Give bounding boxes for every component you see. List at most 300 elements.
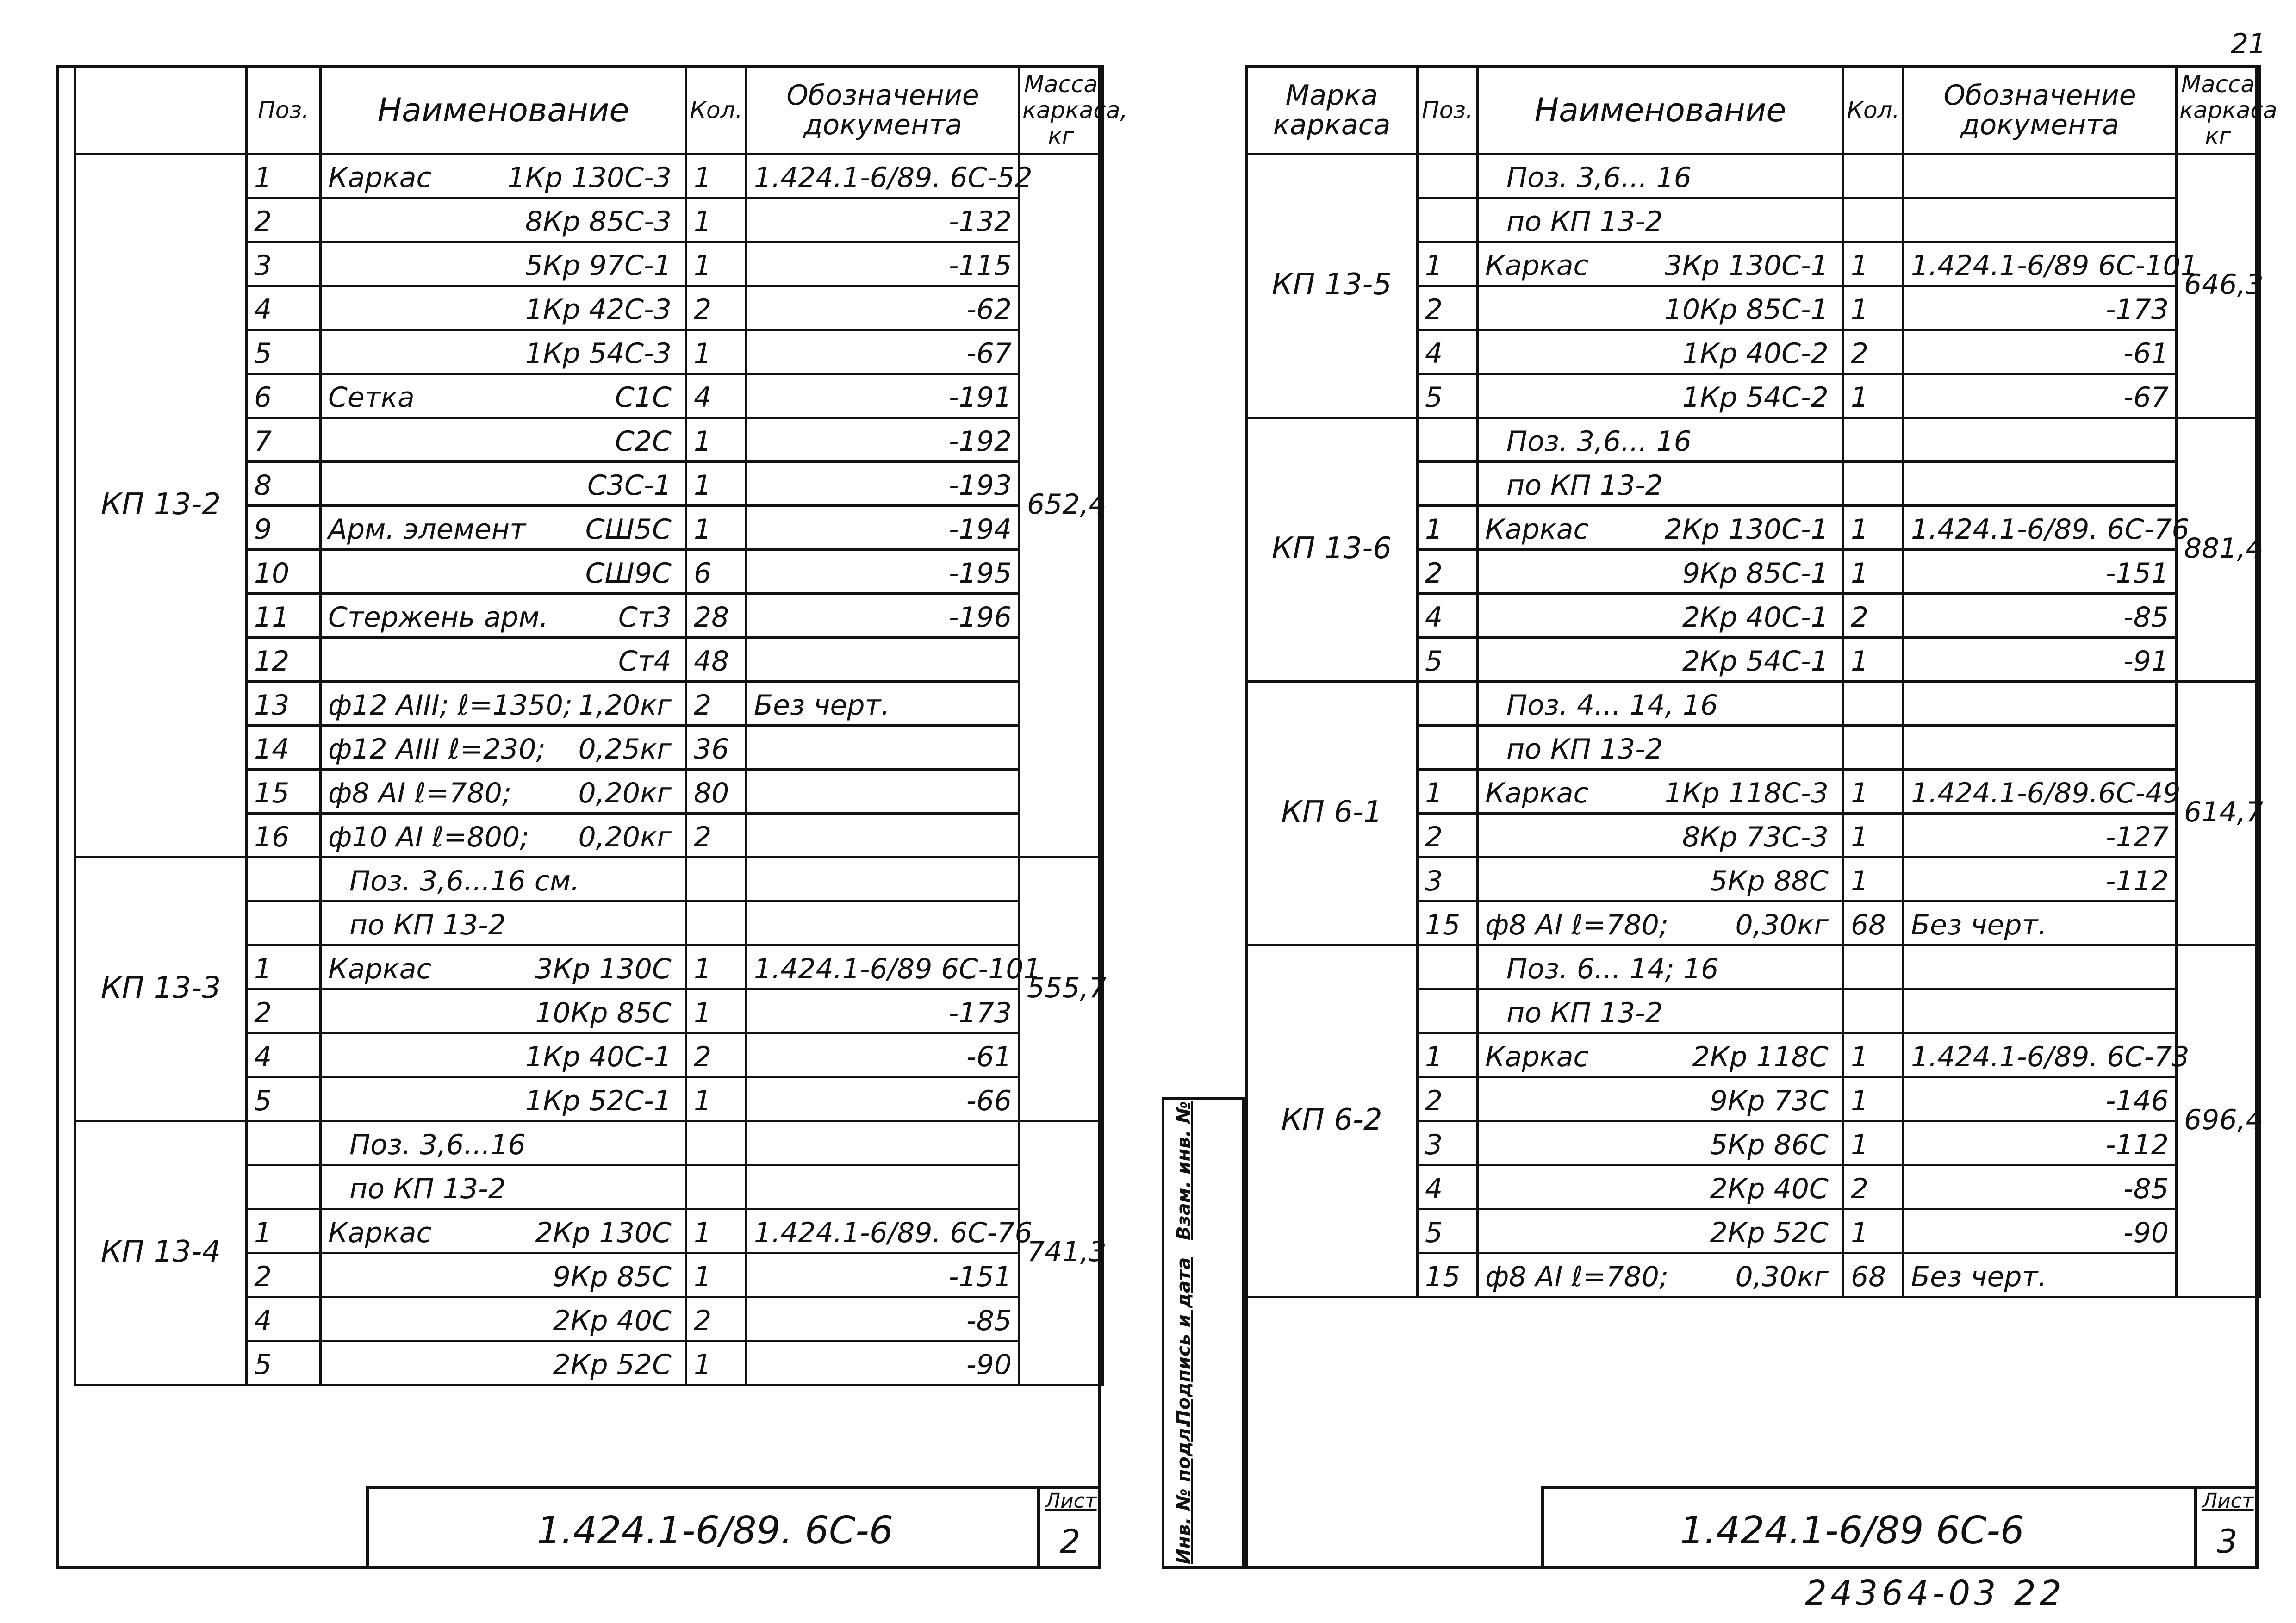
- quantity-cell: [1843, 989, 1904, 1033]
- right-header-qty: Кол.: [1843, 66, 1904, 154]
- note-text: по КП 13-2: [1478, 726, 1843, 770]
- position-cell: 2: [247, 989, 321, 1033]
- document-cell: -61: [1904, 330, 2177, 374]
- position-cell: 1: [1418, 242, 1478, 286]
- name-part-b: С2С: [615, 425, 672, 458]
- right-sheet-label: Лист: [2202, 1489, 2254, 1513]
- note-text: по КП 13-2: [1478, 198, 1843, 242]
- quantity-cell: [686, 1165, 747, 1209]
- name-part-b: 1Кр 52С-1: [525, 1085, 672, 1117]
- right-header-pos: Поз.: [1418, 66, 1478, 154]
- document-cell: 1.424.1-6/89. 6С-52: [747, 154, 1020, 198]
- document-cell: -115: [747, 242, 1020, 286]
- quantity-cell: 1: [1843, 286, 1904, 330]
- name-part-a: ф12 AIII; ℓ=1350;: [328, 689, 573, 721]
- left-header-pos: Поз.: [247, 66, 321, 154]
- name-cell: [1478, 286, 1843, 330]
- table-row: [75, 154, 1103, 198]
- frame-mark: КП 13-5: [1246, 154, 1418, 418]
- left-sheet-number: 2: [1060, 1523, 1081, 1561]
- position-cell: 2: [247, 198, 321, 242]
- name-cell: [1478, 1121, 1843, 1165]
- left-header-mass: Масса каркаса, кг: [1020, 66, 1103, 154]
- quantity-cell: 2: [686, 286, 747, 330]
- document-cell: Без черт.: [1904, 902, 2177, 945]
- quantity-cell: 6: [686, 550, 747, 594]
- quantity-cell: [1843, 945, 1904, 989]
- document-cell: -112: [1904, 1121, 2177, 1165]
- document-cell: 1.424.1-6/89. 6С-76: [1904, 506, 2177, 550]
- name-part-b: 2Кр 52С: [1710, 1217, 1829, 1249]
- right-header-doc: Обозначение документа: [1904, 66, 2177, 154]
- position-cell: 3: [1418, 858, 1478, 902]
- left-header-name: Наименование: [321, 66, 686, 154]
- note-row: [1246, 945, 2260, 989]
- document-cell: 1.424.1-6/89 6С-101: [1904, 242, 2177, 286]
- name-cell: [1478, 506, 1843, 550]
- quantity-cell: 1: [686, 1209, 747, 1253]
- name-part-a: Каркас: [328, 1217, 432, 1249]
- document-cell: Без черт.: [1904, 1253, 2177, 1297]
- name-part-b: 1Кр 42С-3: [525, 293, 672, 326]
- name-cell: [321, 506, 686, 550]
- document-cell: [747, 1165, 1020, 1209]
- note-text: Поз. 3,6... 16: [1478, 418, 1843, 462]
- position-cell: [1418, 462, 1478, 506]
- left-header-qty: Кол.: [686, 66, 747, 154]
- name-part-a: Каркас: [1485, 1041, 1589, 1073]
- quantity-cell: 1: [1843, 638, 1904, 682]
- quantity-cell: 2: [1843, 330, 1904, 374]
- document-cell: 1.424.1-6/89.6С-49: [1904, 770, 2177, 814]
- document-cell: [1904, 198, 2177, 242]
- name-cell: [1478, 594, 1843, 638]
- document-cell: -62: [747, 286, 1020, 330]
- name-cell: [1478, 770, 1843, 814]
- quantity-cell: 1: [686, 330, 747, 374]
- name-part-b: С1С: [615, 381, 672, 414]
- left-sheet-label: Лист: [1045, 1489, 1097, 1513]
- quantity-cell: 1: [686, 506, 747, 550]
- name-part-a: ф12 AIII ℓ=230;: [328, 733, 546, 765]
- quantity-cell: 1: [686, 945, 747, 989]
- position-cell: 4: [247, 1033, 321, 1077]
- quantity-cell: 80: [686, 770, 747, 814]
- position-cell: 5: [247, 1077, 321, 1121]
- name-part-a: ф8 AI ℓ=780;: [328, 777, 512, 809]
- name-cell: [321, 814, 686, 858]
- name-cell: [321, 550, 686, 594]
- name-cell: [1478, 330, 1843, 374]
- note-text: по КП 13-2: [321, 902, 686, 945]
- name-part-b: Ст3: [618, 601, 672, 634]
- name-part-b: 0,25кг: [578, 733, 672, 765]
- footer-code: 24364-03 22: [1805, 1573, 2065, 1613]
- name-cell: [1478, 242, 1843, 286]
- quantity-cell: 1: [686, 1077, 747, 1121]
- name-cell: [321, 594, 686, 638]
- name-cell: [1478, 550, 1843, 594]
- document-cell: [747, 638, 1020, 682]
- note-row: [75, 858, 1103, 902]
- document-cell: -195: [747, 550, 1020, 594]
- document-cell: [1904, 989, 2177, 1033]
- quantity-cell: [686, 902, 747, 945]
- position-cell: 15: [1418, 1253, 1478, 1297]
- position-cell: 4: [247, 1297, 321, 1341]
- document-cell: Без черт.: [747, 682, 1020, 726]
- position-cell: 7: [247, 418, 321, 462]
- name-part-b: СШ5С: [585, 513, 672, 546]
- document-cell: -85: [747, 1297, 1020, 1341]
- position-cell: 1: [247, 945, 321, 989]
- name-part-b: С3С-1: [587, 469, 672, 502]
- name-cell: [321, 638, 686, 682]
- name-part-b: 5Кр 86С: [1710, 1129, 1829, 1161]
- right-header-mass: Масса каркаса кг: [2177, 66, 2260, 154]
- note-text: по КП 13-2: [321, 1165, 686, 1209]
- quantity-cell: [1843, 154, 1904, 198]
- position-cell: [1418, 198, 1478, 242]
- note-text: Поз. 3,6...16 см.: [321, 858, 686, 902]
- name-part-b: Ст4: [618, 645, 672, 678]
- document-cell: -193: [747, 462, 1020, 506]
- right-sheet-number: 3: [2217, 1523, 2238, 1561]
- position-cell: 2: [1418, 814, 1478, 858]
- quantity-cell: 36: [686, 726, 747, 770]
- name-part-b: 1Кр 118С-3: [1664, 777, 1829, 809]
- name-part-a: Сетка: [328, 381, 415, 414]
- name-part-b: 2Кр 130С: [535, 1217, 672, 1249]
- name-cell: [321, 770, 686, 814]
- name-part-b: 1Кр 40С-2: [1682, 337, 1829, 370]
- name-cell: [1478, 638, 1843, 682]
- quantity-cell: 28: [686, 594, 747, 638]
- name-cell: [321, 286, 686, 330]
- position-cell: 14: [247, 726, 321, 770]
- name-part-b: 2Кр 40С: [1710, 1173, 1829, 1205]
- name-part-b: 1,20кг: [578, 689, 672, 721]
- quantity-cell: [1843, 418, 1904, 462]
- name-part-b: 2Кр 118С: [1692, 1041, 1829, 1073]
- name-cell: [321, 198, 686, 242]
- quantity-cell: 1: [1843, 770, 1904, 814]
- position-cell: 5: [1418, 1209, 1478, 1253]
- quantity-cell: 1: [686, 989, 747, 1033]
- position-cell: [1418, 989, 1478, 1033]
- quantity-cell: 1: [686, 154, 747, 198]
- position-cell: 5: [1418, 638, 1478, 682]
- frame-mark: КП 6-1: [1246, 682, 1418, 945]
- document-cell: -196: [747, 594, 1020, 638]
- quantity-cell: [686, 1121, 747, 1165]
- name-part-a: Стержень арм.: [328, 601, 548, 634]
- quantity-cell: 2: [1843, 594, 1904, 638]
- right-header-mark: Марка каркаса: [1246, 66, 1418, 154]
- right-header-name: Наименование: [1478, 66, 1843, 154]
- quantity-cell: 1: [686, 1253, 747, 1297]
- name-part-b: 0,20кг: [578, 777, 672, 809]
- name-part-b: 10Кр 85С-1: [1664, 293, 1829, 326]
- document-cell: -173: [747, 989, 1020, 1033]
- position-cell: 1: [1418, 1033, 1478, 1077]
- side-stamp-sign: Подпись и дата: [1173, 1257, 1195, 1425]
- document-cell: -85: [1904, 594, 2177, 638]
- name-cell: [321, 462, 686, 506]
- quantity-cell: 1: [1843, 374, 1904, 418]
- document-cell: 1.424.1-6/89. 6С-73: [1904, 1033, 2177, 1077]
- name-cell: [1478, 858, 1843, 902]
- position-cell: 1: [1418, 506, 1478, 550]
- position-cell: 5: [1418, 374, 1478, 418]
- name-part-b: 8Кр 85С-3: [525, 205, 672, 238]
- name-cell: [321, 1253, 686, 1297]
- position-cell: [247, 858, 321, 902]
- quantity-cell: 2: [686, 1297, 747, 1341]
- name-part-b: 8Кр 73С-3: [1682, 821, 1829, 853]
- document-cell: -66: [747, 1077, 1020, 1121]
- document-cell: -61: [747, 1033, 1020, 1077]
- quantity-cell: 1: [1843, 242, 1904, 286]
- position-cell: [1418, 726, 1478, 770]
- quantity-cell: 1: [1843, 1209, 1904, 1253]
- name-part-a: Каркас: [1485, 777, 1589, 809]
- name-part-a: Каркас: [1485, 249, 1589, 282]
- position-cell: 2: [1418, 1077, 1478, 1121]
- frame-mark: КП 6-2: [1246, 945, 1418, 1297]
- name-part-b: 2Кр 54С-1: [1682, 645, 1829, 678]
- frame-mass: 614,7: [2177, 682, 2260, 945]
- quantity-cell: [686, 858, 747, 902]
- note-row: [1246, 418, 2260, 462]
- position-cell: 5: [247, 330, 321, 374]
- name-part-a: Арм. элемент: [328, 513, 526, 546]
- frame-mark: КП 13-3: [75, 858, 247, 1121]
- document-cell: -67: [747, 330, 1020, 374]
- document-cell: [747, 858, 1020, 902]
- quantity-cell: [1843, 198, 1904, 242]
- document-cell: -192: [747, 418, 1020, 462]
- name-part-b: 9Кр 85С-1: [1682, 557, 1829, 590]
- quantity-cell: 1: [1843, 550, 1904, 594]
- position-cell: 1: [1418, 770, 1478, 814]
- name-cell: [1478, 374, 1843, 418]
- position-cell: 8: [247, 462, 321, 506]
- note-text: по КП 13-2: [1478, 462, 1843, 506]
- name-part-b: 0,30кг: [1735, 909, 1829, 941]
- left-table-body: [75, 154, 1107, 1385]
- name-part-b: 2Кр 40С: [553, 1305, 672, 1337]
- quantity-cell: 1: [1843, 1121, 1904, 1165]
- left-title-code: 1.424.1-6/89. 6С-6: [537, 1509, 894, 1553]
- position-cell: 4: [1418, 594, 1478, 638]
- position-cell: 2: [1418, 550, 1478, 594]
- position-cell: 12: [247, 638, 321, 682]
- name-cell: [321, 1341, 686, 1385]
- position-cell: [247, 1121, 321, 1165]
- name-part-a: ф10 AI ℓ=800;: [328, 821, 529, 853]
- document-cell: -151: [747, 1253, 1020, 1297]
- quantity-cell: 1: [1843, 1033, 1904, 1077]
- name-cell: [321, 726, 686, 770]
- document-cell: -90: [1904, 1209, 2177, 1253]
- document-cell: [747, 1121, 1020, 1165]
- quantity-cell: 68: [1843, 1253, 1904, 1297]
- name-part-b: 1Кр 54С-2: [1682, 381, 1829, 414]
- right-spec-table: [1245, 65, 2277, 1298]
- name-part-b: 3Кр 130С-1: [1664, 249, 1829, 282]
- position-cell: 4: [1418, 1165, 1478, 1209]
- position-cell: 13: [247, 682, 321, 726]
- side-stamp-replace: Взам. инв. №: [1173, 1101, 1195, 1240]
- quantity-cell: 68: [1843, 902, 1904, 945]
- name-cell: [1478, 1165, 1843, 1209]
- position-cell: 9: [247, 506, 321, 550]
- name-part-b: 3Кр 130С: [535, 953, 672, 985]
- document-cell: [1904, 154, 2177, 198]
- position-cell: 1: [247, 1209, 321, 1253]
- quantity-cell: 1: [1843, 814, 1904, 858]
- document-cell: [747, 770, 1020, 814]
- name-part-b: 1Кр 40С-1: [525, 1041, 672, 1073]
- left-spec-table: [74, 65, 1128, 1386]
- frame-mass: 696,4: [2177, 945, 2260, 1297]
- quantity-cell: 1: [1843, 1077, 1904, 1121]
- left-header-mark: [75, 66, 247, 154]
- quantity-cell: 1: [686, 1341, 747, 1385]
- name-part-b: 9Кр 73С: [1710, 1085, 1829, 1117]
- name-part-b: 9Кр 85С: [553, 1261, 672, 1293]
- note-row: [1246, 682, 2260, 726]
- frame-mark: КП 13-2: [75, 154, 247, 858]
- document-cell: -112: [1904, 858, 2177, 902]
- position-cell: 16: [247, 814, 321, 858]
- frame-mass: 555,7: [1020, 858, 1103, 1121]
- name-part-b: 0,20кг: [578, 821, 672, 853]
- position-cell: 2: [1418, 286, 1478, 330]
- name-cell: [1478, 1077, 1843, 1121]
- position-cell: 1: [247, 154, 321, 198]
- name-cell: [321, 1077, 686, 1121]
- position-cell: 6: [247, 374, 321, 418]
- document-cell: [747, 814, 1020, 858]
- document-cell: -67: [1904, 374, 2177, 418]
- name-cell: [321, 989, 686, 1033]
- document-cell: -90: [747, 1341, 1020, 1385]
- name-part-b: СШ9С: [585, 557, 672, 590]
- frame-mark: КП 13-6: [1246, 418, 1418, 682]
- name-part-b: 1Кр 54С-3: [525, 337, 672, 370]
- position-cell: [1418, 154, 1478, 198]
- name-cell: [321, 682, 686, 726]
- name-cell: [1478, 1209, 1843, 1253]
- position-cell: 4: [247, 286, 321, 330]
- quantity-cell: 2: [686, 682, 747, 726]
- quantity-cell: 1: [1843, 506, 1904, 550]
- document-cell: [1904, 726, 2177, 770]
- quantity-cell: [1843, 726, 1904, 770]
- note-text: Поз. 6... 14; 16: [1478, 945, 1843, 989]
- document-cell: [1904, 945, 2177, 989]
- position-cell: [1418, 418, 1478, 462]
- note-text: Поз. 3,6... 16: [1478, 154, 1843, 198]
- document-cell: -146: [1904, 1077, 2177, 1121]
- name-cell: [1478, 814, 1843, 858]
- position-cell: 4: [1418, 330, 1478, 374]
- document-cell: 1.424.1-6/89 6С-101: [747, 945, 1020, 989]
- name-part-b: 1Кр 130С-3: [507, 162, 672, 194]
- name-part-b: 5Кр 97С-1: [525, 249, 672, 282]
- document-cell: [1904, 418, 2177, 462]
- document-cell: -151: [1904, 550, 2177, 594]
- page-corner-number: 21: [2231, 28, 2266, 60]
- frame-mass: 881,4: [2177, 418, 2260, 682]
- name-part-a: Каркас: [328, 162, 432, 194]
- name-cell: [321, 242, 686, 286]
- quantity-cell: 4: [686, 374, 747, 418]
- name-part-b: 2Кр 52С: [553, 1349, 672, 1381]
- document-cell: [1904, 682, 2177, 726]
- document-cell: -91: [1904, 638, 2177, 682]
- note-text: Поз. 4... 14, 16: [1478, 682, 1843, 726]
- name-part-a: Каркас: [1485, 513, 1589, 546]
- name-cell: [321, 1033, 686, 1077]
- name-part-b: 2Кр 130С-1: [1664, 513, 1829, 546]
- document-cell: -173: [1904, 286, 2177, 330]
- document-cell: [747, 902, 1020, 945]
- position-cell: [1418, 945, 1478, 989]
- frame-mass: 646,3: [2177, 154, 2260, 418]
- name-cell: [321, 1209, 686, 1253]
- position-cell: [247, 902, 321, 945]
- name-cell: [321, 330, 686, 374]
- quantity-cell: 2: [686, 1033, 747, 1077]
- quantity-cell: 1: [686, 198, 747, 242]
- quantity-cell: 2: [686, 814, 747, 858]
- frame-mass: 652,4: [1020, 154, 1103, 858]
- document-cell: -194: [747, 506, 1020, 550]
- left-header-doc: Обозначение документа: [747, 66, 1020, 154]
- note-text: Поз. 3,6...16: [321, 1121, 686, 1165]
- position-cell: 15: [247, 770, 321, 814]
- right-title-code: 1.424.1-6/89 6С-6: [1680, 1509, 2024, 1553]
- document-cell: -85: [1904, 1165, 2177, 1209]
- name-part-b: 0,30кг: [1735, 1261, 1829, 1293]
- position-cell: 15: [1418, 902, 1478, 945]
- position-cell: 11: [247, 594, 321, 638]
- quantity-cell: 1: [686, 462, 747, 506]
- name-part-a: Каркас: [328, 953, 432, 985]
- name-cell: [1478, 1033, 1843, 1077]
- name-cell: [321, 154, 686, 198]
- frame-mass: 741,3: [1020, 1121, 1103, 1385]
- note-row: [75, 1121, 1103, 1165]
- name-cell: [321, 418, 686, 462]
- position-cell: 10: [247, 550, 321, 594]
- quantity-cell: 2: [1843, 1165, 1904, 1209]
- document-cell: -132: [747, 198, 1020, 242]
- name-cell: [1478, 902, 1843, 945]
- position-cell: 3: [247, 242, 321, 286]
- position-cell: 3: [1418, 1121, 1478, 1165]
- name-part-b: 2Кр 40С-1: [1682, 601, 1829, 634]
- name-cell: [321, 1297, 686, 1341]
- document-cell: [747, 726, 1020, 770]
- position-cell: 5: [247, 1341, 321, 1385]
- name-part-a: ф8 AI ℓ=780;: [1485, 909, 1669, 941]
- quantity-cell: [1843, 682, 1904, 726]
- quantity-cell: 48: [686, 638, 747, 682]
